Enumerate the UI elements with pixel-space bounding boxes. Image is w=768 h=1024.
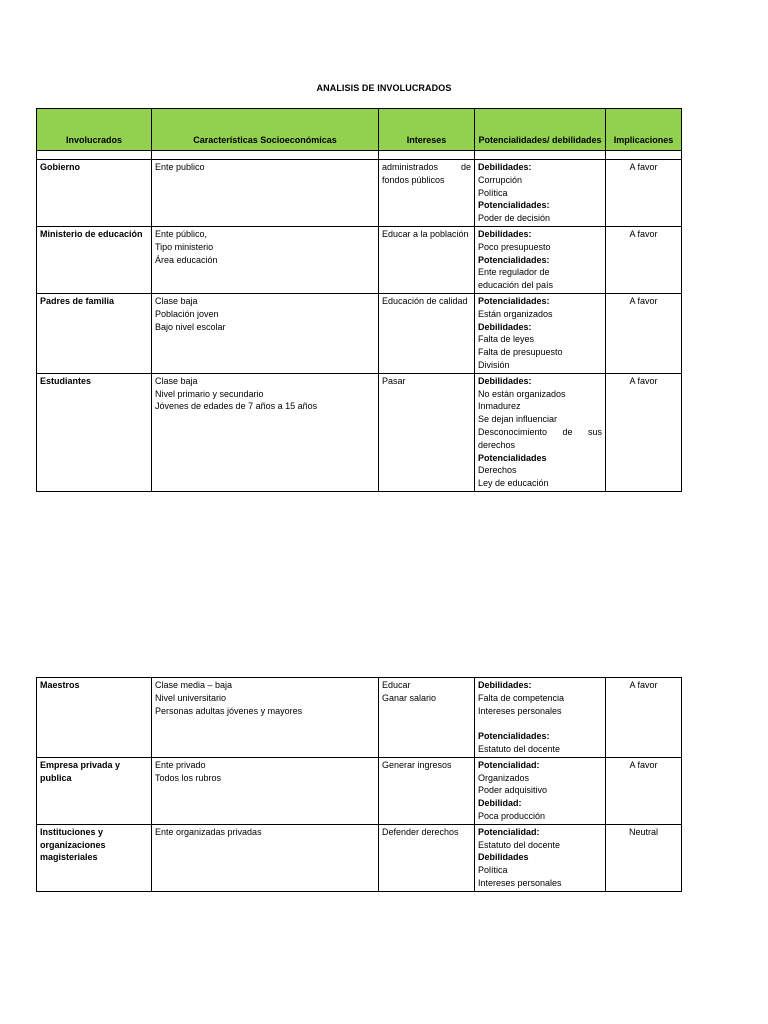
intereses-cell (379, 678, 475, 758)
column-header-involucrados: Involucrados (37, 109, 152, 151)
column-header-intereses: Intereses (379, 109, 475, 151)
caracteristica-line: Área educación (155, 254, 218, 265)
potencialidades-line: Están organizados (478, 308, 553, 319)
caracteristicas-cell (152, 678, 379, 758)
potencialidades-heading: Debilidades: (478, 228, 532, 239)
potencialidades-line: Ente regulador de (478, 267, 550, 278)
potencialidades-heading: Potencialidades (478, 452, 547, 463)
potencialidades-line: Política (478, 865, 508, 876)
implicacion-cell: A favor (606, 757, 682, 824)
implicacion-cell: A favor (606, 678, 682, 758)
table-spacer-row (37, 151, 682, 160)
potencialidades-line: Derechos (478, 465, 517, 476)
blank-line (478, 717, 602, 730)
interes-line: Generar ingresos (382, 759, 452, 770)
potencialidades-line: Estatuto del docente (478, 839, 561, 850)
caracteristica-line: Ente organizadas privadas (155, 826, 262, 837)
potencialidades-line: Estatuto del docente (478, 743, 561, 754)
implicacion-cell: A favor (606, 293, 682, 373)
potencialidades-line: No están organizados (478, 388, 566, 399)
potencialidades-heading: Potencialidades: (478, 731, 550, 742)
table-row (37, 757, 682, 824)
column-header-caracteristicas: Características Socioeconómicas (152, 109, 379, 151)
caracteristicas-cell (152, 160, 379, 227)
caracteristica-line: Ente público, (155, 228, 208, 239)
potencialidades-cell (475, 226, 606, 293)
intereses-cell: Educar a la población (379, 226, 475, 293)
caracteristica-line: Clase media – baja (155, 680, 233, 690)
involucrado-name: Ministerio de educación (37, 226, 152, 293)
caracteristicas-cell (152, 824, 379, 891)
table-row (37, 293, 682, 373)
caracteristica-line: Ente privado (155, 759, 206, 770)
stakeholder-table-2 (36, 677, 682, 892)
potencialidades-heading: Debilidad: (478, 798, 522, 809)
potencialidades-line: Se dejan influenciar (478, 414, 558, 425)
potencialidades-line: Poca producción (478, 810, 546, 821)
caracteristica-line: Ente publico (155, 162, 205, 172)
caracteristica-line: Población joven (155, 308, 219, 319)
stakeholder-table-1 (36, 108, 682, 492)
potencialidades-line: Poco presupuesto (478, 241, 551, 252)
potencialidades-heading: Potencialidades: (478, 200, 550, 211)
potencialidades-line: Falta de competencia (478, 692, 565, 703)
potencialidades-line: Intereses personales (478, 705, 562, 716)
implicacion-cell: A favor (606, 226, 682, 293)
potencialidades-line: Intereses personales (478, 877, 562, 888)
potencialidades-cell (475, 373, 606, 491)
intereses-cell: Educación de calidad (379, 293, 475, 373)
caracteristicas-cell (152, 373, 379, 491)
potencialidades-heading: Debilidades: (478, 375, 532, 386)
intereses-cell (379, 824, 475, 891)
implicacion-cell: Neutral (606, 824, 682, 891)
potencialidades-line: Organizados (478, 772, 530, 783)
involucrado-name: Padres de familia (37, 293, 152, 373)
intereses-cell (379, 757, 475, 824)
caracteristica-line: Clase baja (155, 295, 198, 306)
potencialidades-line: Corrupción (478, 174, 523, 185)
column-header-implicaciones: Implicaciones (606, 109, 682, 151)
intereses-cell: administrados de fondos públicos (379, 160, 475, 227)
table-row (37, 160, 682, 227)
involucrado-name: Estudiantes (37, 373, 152, 491)
potencialidades-cell (475, 824, 606, 891)
interes-line: Ganar salario (382, 692, 437, 703)
potencialidades-line: Falta de leyes (478, 334, 535, 345)
potencialidades-heading: Debilidades: (478, 680, 532, 690)
involucrado-name: Empresa privada y publica (37, 757, 152, 824)
column-header-potencialidades: Potencialidades/ debilidades (475, 109, 606, 151)
table-row (37, 824, 682, 891)
document-title: ANALISIS DE INVOLUCRADOS (316, 83, 452, 93)
caracteristica-line: Bajo nivel escolar (155, 321, 226, 332)
involucrado-name: Maestros (37, 678, 152, 758)
caracteristica-line: Nivel primario y secundario (155, 388, 264, 399)
caracteristica-line: Jóvenes de edades de 7 años a 15 años (155, 401, 318, 412)
potencialidades-line: Poder de decisión (478, 213, 551, 224)
interes-line: Defender derechos (382, 826, 459, 837)
table-row (37, 678, 682, 758)
potencialidades-line: Inmadurez (478, 401, 521, 412)
intereses-cell: Pasar (379, 373, 475, 491)
caracteristicas-cell (152, 226, 379, 293)
table-row (37, 226, 682, 293)
table-row (37, 373, 682, 491)
potencialidades-heading: Potencialidades: (478, 295, 550, 306)
potencialidades-line: Ley de educación (478, 478, 549, 489)
potencialidades-heading: Debilidades (478, 852, 529, 863)
potencialidades-cell (475, 293, 606, 373)
caracteristicas-cell (152, 293, 379, 373)
involucrado-name: Gobierno (37, 160, 152, 227)
caracteristica-line: Nivel universitario (155, 692, 227, 703)
implicacion-cell: A favor (606, 373, 682, 491)
potencialidades-line: Desconocimiento de sus derechos (478, 426, 602, 450)
caracteristicas-cell (152, 757, 379, 824)
potencialidades-line: Política (478, 187, 508, 198)
caracteristica-line: Todos los rubros (155, 772, 222, 783)
potencialidades-line: División (478, 359, 510, 370)
table-header-row (37, 109, 682, 151)
potencialidades-heading: Debilidades: (478, 321, 532, 332)
caracteristica-line: Personas adultas jóvenes y mayores (155, 705, 303, 716)
potencialidades-line: Poder adquisitivo (478, 785, 548, 796)
potencialidades-heading: Potencialidad: (478, 759, 540, 770)
potencialidades-cell (475, 678, 606, 758)
interes-line: Educar (382, 680, 411, 690)
implicacion-cell: A favor (606, 160, 682, 227)
caracteristica-line: Tipo ministerio (155, 241, 214, 252)
potencialidades-heading: Debilidades: (478, 162, 532, 172)
caracteristica-line: Clase baja (155, 375, 198, 386)
potencialidades-heading: Potencialidad: (478, 826, 540, 837)
involucrado-name: Instituciones y organizaciones magisteriales (37, 824, 152, 891)
potencialidades-cell (475, 757, 606, 824)
potencialidades-heading: Potencialidades: (478, 254, 550, 265)
potencialidades-line: Falta de presupuesto (478, 347, 563, 358)
potencialidades-line: educación del país (478, 280, 554, 291)
potencialidades-cell (475, 160, 606, 227)
